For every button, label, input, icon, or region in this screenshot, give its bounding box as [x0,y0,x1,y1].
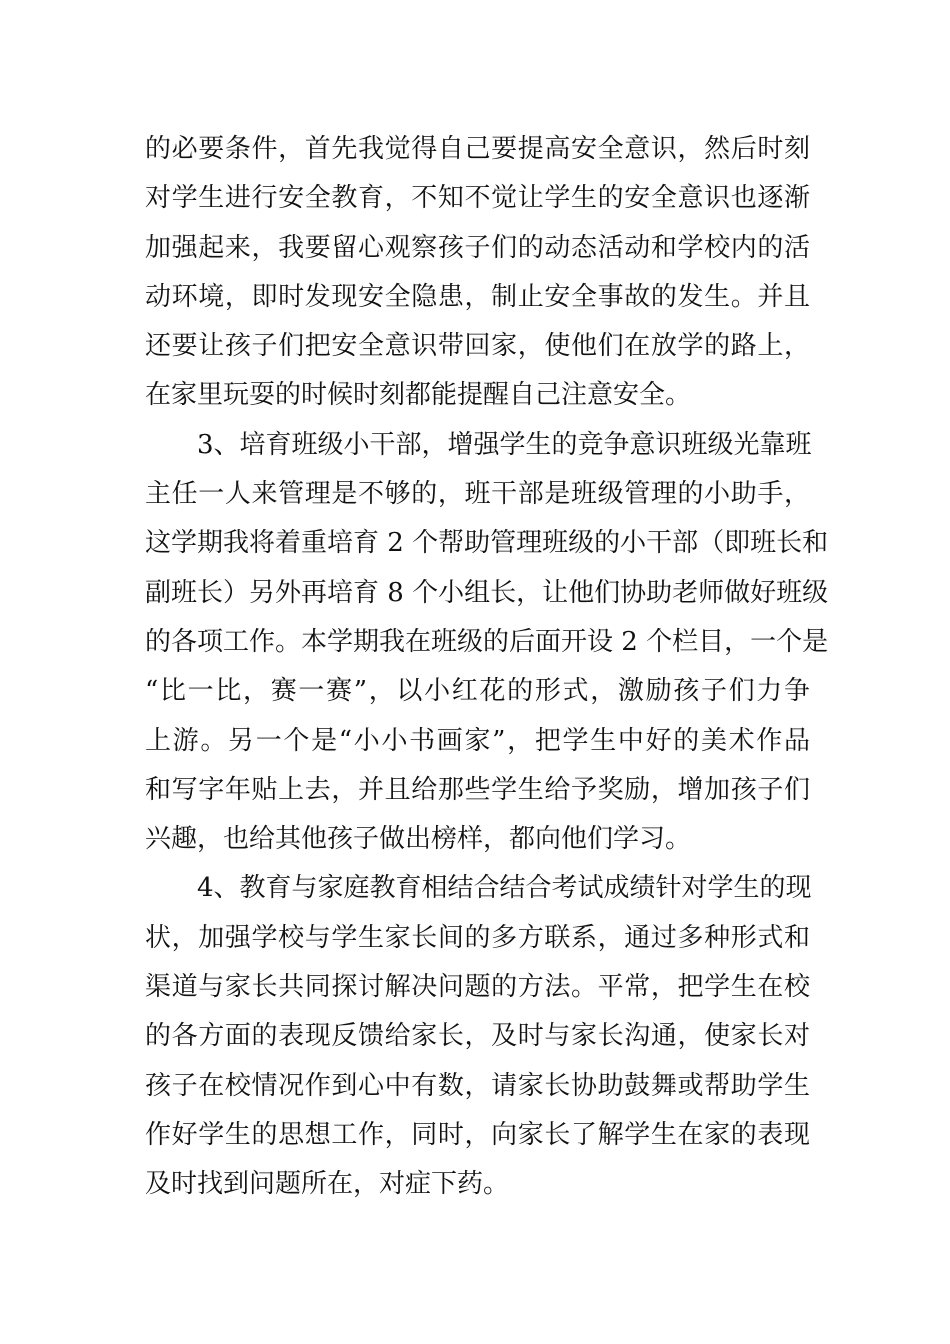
document-body [145,125,829,1210]
text-line: 加强起来，我要留心观察孩子们的动态活动和学校内的活 [145,232,810,263]
text-line: 上游。另一个是“小小书画家”，把学生中好的美术作品 [145,725,810,756]
text-line: 的各项工作。本学期我在班级的后面开设 2 个栏目，一个是 [145,626,829,657]
text-line: 在家里玩耍的时候时刻都能提醒自己注意安全。 [145,380,692,411]
paragraph-start-line: 3、培育班级小干部，增强学生的竞争意识班级光靠班 [197,429,812,460]
text-line: 及时找到问题所在，对症下药。 [145,1169,510,1200]
paragraph-start-line: 4、教育与家庭教育相结合结合考试成绩针对学生的现 [197,873,812,904]
text-line: 和写字年贴上去，并且给那些学生给予奖励，增加孩子们 [145,774,810,805]
text-line: 孩子在校情况作到心中有数，请家长协助鼓舞或帮助学生 [145,1070,810,1101]
text-line: 主任一人来管理是不够的，班干部是班级管理的小助手， [145,479,810,510]
text-line: 副班长）另外再培育 8 个小组长，让他们协助老师做好班级 [145,577,829,608]
text-line: 对学生进行安全教育，不知不觉让学生的安全意识也逐渐 [145,183,810,214]
text-line: 兴趣，也给其他孩子做出榜样，都向他们学习。 [145,824,692,855]
text-line: 渠道与家长共同探讨解决问题的方法。平常，把学生在校 [145,972,810,1003]
text-line: “比一比，赛一赛”，以小红花的形式，激励孩子们力争 [145,676,810,707]
text-line: 动环境，即时发现安全隐患，制止安全事故的发生。并且 [145,281,810,312]
text-line: 状，加强学校与学生家长间的多方联系，通过多种形式和 [145,922,810,953]
text-line: 的各方面的表现反馈给家长，及时与家长沟通，使家长对 [145,1021,810,1052]
text-line: 还要让孩子们把安全意识带回家，使他们在放学的路上， [145,331,810,362]
text-line: 这学期我将着重培育 2 个帮助管理班级的小干部（即班长和 [145,528,829,559]
text-line: 的必要条件，首先我觉得自己要提高安全意识，然后时刻 [145,134,810,164]
text-line: 作好学生的思想工作，同时，向家长了解学生在家的表现 [145,1119,810,1150]
